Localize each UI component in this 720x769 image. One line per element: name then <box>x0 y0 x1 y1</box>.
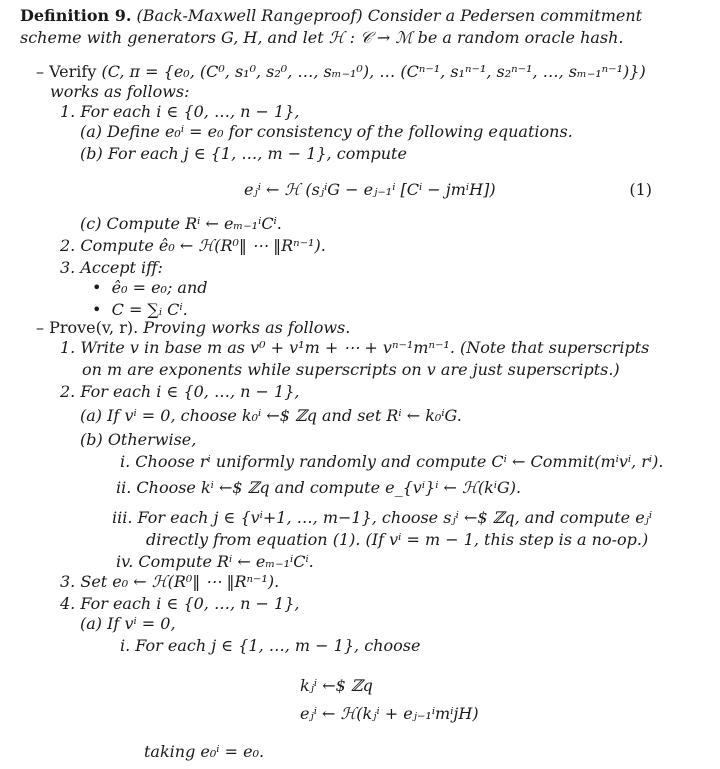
prove-step-2a: (a) If vⁱ = 0, choose k₀ⁱ ←$ ℤq and set Rⁱ ← k₀ⁱG. <box>80 406 462 425</box>
prove-step-2b: (b) Otherwise, <box>80 430 197 449</box>
prove-step-3: 3. Set e₀ ← ℋ(R⁰‖ ⋯ ‖Rⁿ⁻¹). <box>60 572 280 591</box>
accept-condition-2-text: C = ∑ᵢ Cⁱ. <box>111 300 188 319</box>
prove-step-2b-iv: iv. Compute Rⁱ ← eₘ₋₁ⁱCⁱ. <box>116 552 314 571</box>
prove-bullet: – <box>36 318 44 337</box>
equation-e-hash: eⱼⁱ ← ℋ(kⱼⁱ + eⱼ₋₁ⁱmⁱjH) <box>300 704 479 723</box>
verify-step-1b: (b) For each j ∈ {1, …, m − 1}, compute <box>80 144 407 163</box>
definition-label: Definition 9. <box>20 6 132 25</box>
prove-name: Prove(v, r). <box>49 318 139 337</box>
definition-title: (Back-Maxwell Rangeproof) <box>136 6 363 25</box>
prove-step-1-line-2: on m are exponents while superscripts on v are just superscripts.) <box>82 360 620 379</box>
equation-number: (1) <box>629 180 652 199</box>
prove-heading <box>36 318 350 338</box>
verify-works: works as follows: <box>50 82 190 101</box>
accept-condition-1 <box>92 278 208 298</box>
accept-condition-1-text: ê₀ = e₀; and <box>111 278 208 297</box>
verify-step-2: 2. Compute ê₀ ← ℋ(R⁰‖ ⋯ ‖Rⁿ⁻¹). <box>60 236 326 255</box>
verify-step-1a: (a) Define e₀ⁱ = e₀ for consistency of the following equations. <box>80 122 573 141</box>
definition-intro-2: scheme with generators G, H, and let ℋ : 𝒞 → ℳ be a random oracle hash. <box>20 28 624 47</box>
verify-bullet: – <box>36 62 44 81</box>
verify-step-3: 3. Accept iff: <box>60 258 163 277</box>
accept-condition-2 <box>92 300 188 320</box>
taking-clause: taking e₀ⁱ = e₀. <box>144 742 265 761</box>
prove-step-4a: (a) If vⁱ = 0, <box>80 614 176 633</box>
prove-step-4a-i: i. For each j ∈ {1, …, m − 1}, choose <box>120 636 421 655</box>
prove-step-2b-ii: ii. Choose kⁱ ←$ ℤq and compute e_{vⁱ}ⁱ ← ℋ(kⁱG). <box>116 478 522 497</box>
verify-signature: (C, π = {e₀, (C⁰, s₁⁰, s₂⁰, …, sₘ₋₁⁰), … (Cⁿ⁻¹, s₁ⁿ⁻¹, s₂ⁿ⁻¹, …, sₘ₋₁ⁿ⁻¹)}) <box>101 62 646 81</box>
prove-step-2b-iii-line-1: iii. For each j ∈ {vⁱ+1, …, m−1}, choose sⱼⁱ ←$ ℤq, and compute eⱼⁱ <box>112 508 653 527</box>
prove-step-2: 2. For each i ∈ {0, …, n − 1}, <box>60 382 300 401</box>
bullet-dot: • <box>92 278 112 297</box>
verify-name: Verify <box>49 62 97 81</box>
equation-k-sample: kⱼⁱ ←$ ℤq <box>300 676 373 695</box>
prove-step-2b-iii-line-2: directly from equation (1). (If vⁱ = m − 1, this step is a no-op.) <box>146 530 649 549</box>
verify-step-1c: (c) Compute Rⁱ ← eₘ₋₁ⁱCⁱ. <box>80 214 282 233</box>
bullet-dot: • <box>92 300 112 319</box>
prove-step-2b-i: i. Choose rⁱ uniformly randomly and compute Cⁱ ← Commit(mⁱvⁱ, rⁱ). <box>120 452 664 471</box>
verify-step-1: 1. For each i ∈ {0, …, n − 1}, <box>60 102 300 121</box>
definition-intro-1: Consider a Pedersen commitment <box>367 6 643 25</box>
prove-step-1-line-1: 1. Write v in base m as v⁰ + v¹m + ⋯ + vⁿ⁻¹mⁿ⁻¹. (Note that superscripts <box>60 338 650 357</box>
verify-equation: eⱼⁱ ← ℋ (sⱼⁱG − eⱼ₋₁ⁱ [Cⁱ − jmⁱH]) <box>244 180 496 199</box>
prove-step-4: 4. For each i ∈ {0, …, n − 1}, <box>60 594 300 613</box>
verify-heading <box>36 62 646 82</box>
prove-works: Proving works as follows. <box>143 318 351 337</box>
definition-header <box>20 6 642 26</box>
